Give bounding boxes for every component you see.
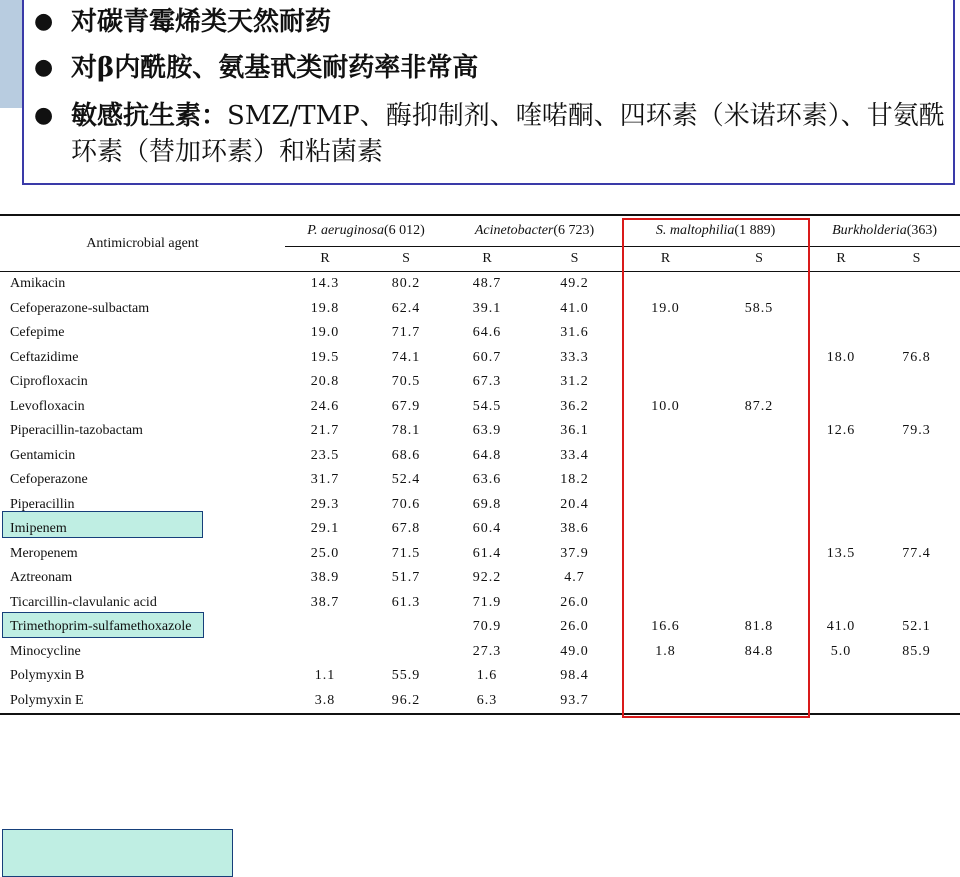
s-maltophilia-highlight-frame: [622, 218, 810, 718]
susceptibility-rate: 52.1: [902, 619, 931, 635]
susceptibility-rate: 36.1: [560, 423, 589, 439]
resistance-rate: 24.6: [310, 398, 340, 414]
s-header: S: [365, 247, 447, 272]
r-header: R: [809, 247, 873, 272]
susceptibility-rate: 68.6: [391, 447, 421, 463]
susceptibility-rate: 58.5: [744, 300, 774, 316]
susceptibility-rate: [873, 297, 960, 322]
table-row: [0, 468, 960, 493]
susceptibility-rate: 81.8: [744, 619, 774, 635]
agent-name: Cefepime: [10, 325, 65, 341]
table-row: [0, 444, 960, 469]
agent-name: Minocycline: [10, 643, 81, 659]
table-row: [0, 615, 960, 640]
table-row: [0, 395, 960, 420]
susceptibility-rate: [873, 493, 960, 518]
susceptibility-rate: [873, 444, 960, 469]
resistance-rate: 27.3: [472, 643, 502, 659]
susceptibility-rate: 31.2: [560, 374, 589, 390]
susceptibility-rate: 93.7: [560, 692, 589, 708]
resistance-rate: [809, 444, 873, 469]
table-row: [0, 566, 960, 591]
resistance-rate: 71.9: [472, 594, 502, 610]
susceptibility-rate: [873, 689, 960, 715]
susceptibility-rate: 96.2: [391, 692, 421, 708]
susceptibility-rate: [873, 591, 960, 616]
agent-name: Trimethoprim-sulfamethoxazole: [10, 619, 192, 635]
resistance-rate: [285, 615, 365, 640]
resistance-rate: 29.1: [310, 521, 340, 537]
resistance-rate: [809, 297, 873, 322]
agent-name: Gentamicin: [10, 447, 76, 463]
resistance-rate: 38.7: [310, 594, 340, 610]
susceptibility-rate: 87.2: [744, 398, 774, 414]
group-name: Burkholderia: [832, 223, 907, 238]
susceptibility-rate: 51.7: [391, 570, 421, 586]
susceptibility-rate: [873, 272, 960, 297]
agent-name: Ceftazidime: [10, 349, 79, 365]
susceptibility-rate: 38.6: [560, 521, 589, 537]
resistance-rate: [809, 321, 873, 346]
susceptibility-rate: [873, 664, 960, 689]
susceptibility-rate: 85.9: [902, 643, 931, 659]
table-row: [0, 321, 960, 346]
resistance-table: [0, 214, 960, 715]
resistance-rate: [809, 566, 873, 591]
susceptibility-rate: 70.5: [391, 374, 421, 390]
susceptibility-rate: [873, 468, 960, 493]
bullet-box: [22, 0, 955, 185]
agent-name: Imipenem: [10, 521, 67, 537]
resistance-rate: 60.4: [472, 521, 502, 537]
susceptibility-rate: 77.4: [902, 545, 931, 561]
susceptibility-rate: 98.4: [560, 668, 589, 684]
table-row: [0, 591, 960, 616]
agent-name: Polymyxin B: [10, 668, 85, 684]
bullet-item: [24, 50, 954, 86]
susceptibility-rate: 52.4: [391, 472, 421, 488]
bullet-text: 对β内酰胺、氨基甙类耐药率非常高: [71, 53, 479, 83]
slide-accent-bar: [0, 0, 24, 108]
susceptibility-rate: 31.6: [560, 325, 589, 341]
resistance-rate: 23.5: [310, 447, 340, 463]
susceptibility-rate: 18.2: [560, 472, 589, 488]
susceptibility-rate: 84.8: [744, 643, 774, 659]
resistance-rate: 38.9: [310, 570, 340, 586]
table-row: [0, 493, 960, 518]
resistance-rate: [809, 272, 873, 297]
group-name: P. aeruginosa: [307, 223, 384, 238]
susceptibility-rate: 76.8: [902, 349, 931, 365]
r-header: R: [622, 247, 709, 272]
resistance-rate: 19.0: [310, 325, 340, 341]
susceptibility-rate: 71.5: [391, 545, 421, 561]
group-count: (6 012): [383, 223, 425, 238]
resistance-rate: 70.9: [472, 619, 502, 635]
resistance-rate: 67.3: [472, 374, 502, 390]
group-header-burkholderia: [809, 215, 960, 247]
resistance-rate: 92.2: [472, 570, 502, 586]
agent-name: Levofloxacin: [10, 398, 85, 414]
resistance-rate: 63.6: [472, 472, 502, 488]
susceptibility-rate: 78.1: [391, 423, 421, 439]
susceptibility-rate: 41.0: [560, 300, 589, 316]
resistance-rate: 29.3: [310, 496, 340, 512]
susceptibility-rate: [873, 566, 960, 591]
resistance-rate: 64.8: [472, 447, 502, 463]
resistance-rate: 1.8: [655, 643, 676, 659]
table-row: [0, 346, 960, 371]
susceptibility-rate: 37.9: [560, 545, 589, 561]
susceptibility-rate: [873, 370, 960, 395]
susceptibility-rate: 70.6: [391, 496, 421, 512]
susceptibility-rate: 49.2: [560, 276, 589, 292]
agent-header: Antimicrobial agent: [0, 215, 285, 272]
table-row: [0, 517, 960, 542]
susceptibility-rate: 74.1: [391, 349, 421, 365]
resistance-rate: 18.0: [826, 349, 856, 365]
agent-name: Ciprofloxacin: [10, 374, 88, 390]
bullet-dot-icon: ●: [34, 9, 54, 34]
group-name: Acinetobacter: [474, 223, 554, 238]
susceptibility-rate: 79.3: [902, 423, 931, 439]
resistance-rate: 61.4: [472, 545, 502, 561]
susceptibility-rate: 67.9: [391, 398, 421, 414]
r-header: R: [447, 247, 527, 272]
resistance-rate: [809, 664, 873, 689]
bullet-text: 对碳青霉烯类天然耐药: [71, 7, 332, 37]
agent-name: Polymyxin E: [10, 692, 84, 708]
resistance-rate: [809, 517, 873, 542]
table-row: [0, 664, 960, 689]
resistance-table-wrapper: [0, 214, 960, 720]
resistance-rate: [285, 640, 365, 665]
agent-name: Cefoperazone: [10, 472, 88, 488]
resistance-rate: 63.9: [472, 423, 502, 439]
agent-name: Aztreonam: [10, 570, 73, 586]
resistance-rate: [809, 370, 873, 395]
group-name: S. maltophilia: [655, 223, 735, 238]
susceptibility-rate: [873, 395, 960, 420]
group-count: (1 889): [734, 223, 776, 238]
bullet-item: [24, 4, 954, 40]
resistance-rate: 20.8: [310, 374, 340, 390]
table-body: [0, 272, 960, 715]
susceptibility-rate: 80.2: [391, 276, 421, 292]
susceptibility-rate: [873, 517, 960, 542]
resistance-rate: 21.7: [310, 423, 340, 439]
group-count: (363): [906, 223, 938, 238]
resistance-rate: 3.8: [314, 692, 336, 708]
bullet-text: SMZ/TMP、酶抑制剂、喹喏酮、四环素（米诺环素）、甘氨酰环素（替加环素）和粘菌素: [71, 101, 945, 167]
resistance-rate: [809, 689, 873, 715]
resistance-rate: 48.7: [472, 276, 502, 292]
resistance-rate: 54.5: [472, 398, 502, 414]
resistance-rate: 19.5: [310, 349, 340, 365]
susceptibility-rate: 26.0: [560, 594, 589, 610]
table-row: [0, 640, 960, 665]
group-header-p-aeruginosa: [285, 215, 447, 247]
r-header: R: [285, 247, 365, 272]
agent-name: Meropenem: [10, 545, 78, 561]
table-row: [0, 272, 960, 297]
table-row: [0, 297, 960, 322]
header-row-groups: [0, 215, 960, 247]
group-header-acinetobacter: [447, 215, 622, 247]
table-row: [0, 542, 960, 567]
resistance-rate: 6.3: [476, 692, 498, 708]
resistance-rate: 19.8: [310, 300, 340, 316]
s-header: S: [873, 247, 960, 272]
resistance-rate: 39.1: [472, 300, 502, 316]
susceptibility-rate: 33.4: [560, 447, 589, 463]
bullet-dot-icon: ●: [34, 103, 54, 128]
resistance-rate: [809, 468, 873, 493]
agent-name: Cefoperazone-sulbactam: [10, 300, 150, 316]
resistance-rate: 5.0: [830, 643, 852, 659]
bullet-dot-icon: ●: [34, 55, 54, 80]
resistance-rate: [809, 591, 873, 616]
resistance-rate: 14.3: [310, 276, 340, 292]
susceptibility-rate: 36.2: [560, 398, 589, 414]
resistance-rate: 64.6: [472, 325, 502, 341]
s-header: S: [709, 247, 809, 272]
group-count: (6 723): [553, 223, 595, 238]
s-header: S: [527, 247, 622, 272]
susceptibility-rate: 61.3: [391, 594, 421, 610]
agent-name: Piperacillin-tazobactam: [10, 423, 143, 439]
resistance-rate: 60.7: [472, 349, 502, 365]
resistance-rate: 69.8: [472, 496, 502, 512]
susceptibility-rate: 49.0: [560, 643, 589, 659]
table-row: [0, 689, 960, 715]
susceptibility-rate: 62.4: [391, 300, 421, 316]
susceptibility-rate: 33.3: [560, 349, 589, 365]
resistance-rate: [809, 395, 873, 420]
resistance-rate: 25.0: [310, 545, 340, 561]
susceptibility-rate: [365, 615, 447, 640]
susceptibility-rate: 71.7: [391, 325, 421, 341]
resistance-rate: 13.5: [826, 545, 856, 561]
table-row: [0, 419, 960, 444]
susceptibility-rate: 26.0: [560, 619, 589, 635]
susceptibility-rate: [365, 640, 447, 665]
susceptibility-rate: [873, 321, 960, 346]
susceptibility-rate: 20.4: [560, 496, 589, 512]
table-layer: [0, 214, 960, 715]
resistance-rate: 41.0: [826, 619, 856, 635]
bullet-text-block: [71, 98, 954, 170]
resistance-rate: 19.0: [651, 300, 680, 316]
resistance-rate: 10.0: [651, 398, 680, 414]
resistance-rate: 1.6: [476, 668, 498, 684]
resistance-rate: 31.7: [310, 472, 340, 488]
table-row: [0, 370, 960, 395]
bullet-lead: 敏感抗生素：: [71, 101, 228, 131]
highlight-smz-tmp-minocycline: [2, 829, 233, 877]
resistance-rate: [809, 493, 873, 518]
resistance-rate: 12.6: [826, 423, 856, 439]
susceptibility-rate: 67.8: [391, 521, 421, 537]
resistance-rate: 16.6: [651, 619, 680, 635]
resistance-rate: 1.1: [314, 668, 336, 684]
susceptibility-rate: 4.7: [564, 570, 585, 586]
agent-name: Amikacin: [10, 276, 66, 292]
agent-name: Piperacillin: [10, 496, 75, 512]
susceptibility-rate: 55.9: [391, 668, 421, 684]
bullet-item: [24, 98, 954, 170]
agent-name: Ticarcillin-clavulanic acid: [10, 594, 157, 610]
